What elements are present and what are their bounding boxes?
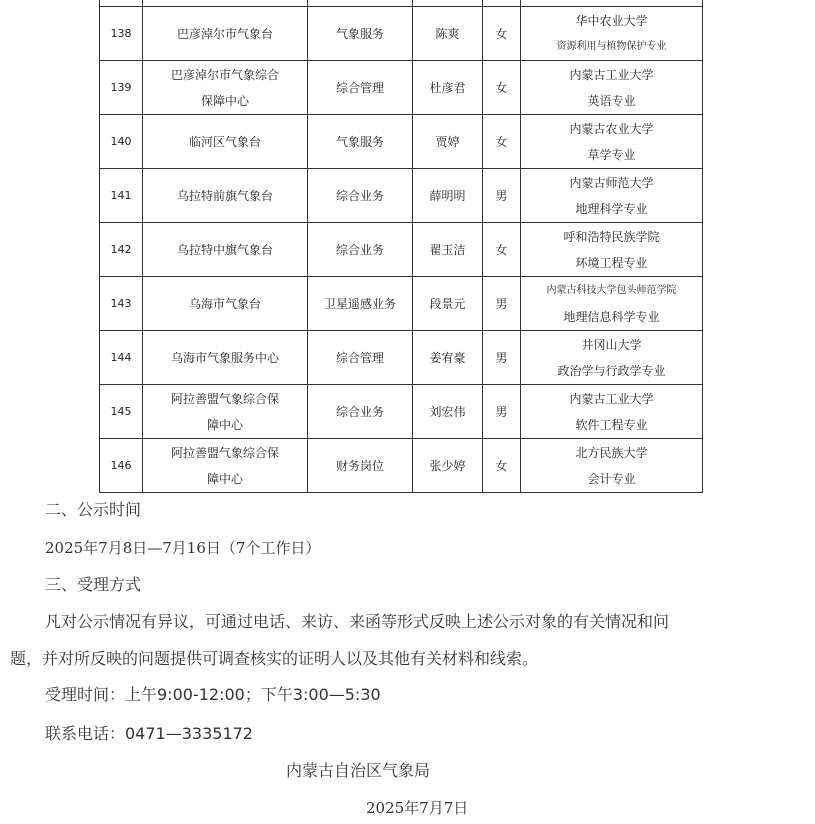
school-major-cell — [521, 7, 703, 61]
serial-number-cell: 146 — [100, 439, 143, 493]
gender-cell: 女 — [483, 115, 521, 169]
major-name: 草学专业 — [587, 147, 636, 162]
position-cell: 气象服务 — [308, 115, 413, 169]
serial-number-cell: 141 — [100, 169, 143, 223]
person-name-cell: 刘宏伟 — [413, 385, 483, 439]
serial-number-cell: 140 — [100, 115, 143, 169]
position-cell: 综合管理 — [308, 331, 413, 385]
major-name: 环境工程专业 — [575, 255, 648, 270]
unit-name-line: 乌海市气象服务中心 — [170, 350, 279, 365]
major-name: 会计专业 — [587, 471, 636, 486]
school-name: 井冈山大学 — [581, 337, 642, 352]
objection-paragraph-line-1: 凡对公示情况有异议，可通过电话、来访、来函等形式反映上述公示对象的有关情况和问 — [45, 612, 670, 631]
unit-cell — [143, 331, 308, 385]
section-heading-acceptance-method: 三、受理方式 — [45, 575, 142, 594]
major-name: 软件工程专业 — [575, 417, 648, 432]
unit-name-line: 临河区气象台 — [188, 134, 261, 149]
table-row — [100, 169, 703, 223]
objection-paragraph-line-2: 题，并对所反映的问题提供可调查核实的证明人以及其他有关材料和线索。 — [10, 649, 539, 668]
table-row — [100, 439, 703, 493]
gender-cell: 男 — [483, 277, 521, 331]
school-name: 内蒙古师范大学 — [569, 175, 654, 190]
unit-cell — [143, 7, 308, 61]
position-cell: 综合业务 — [308, 385, 413, 439]
unit-name-line: 障中心 — [206, 471, 243, 486]
position-cell: 综合业务 — [308, 169, 413, 223]
table-row — [100, 277, 703, 331]
gender-cell: 女 — [483, 223, 521, 277]
person-name-cell: 杜彦君 — [413, 61, 483, 115]
school-major-cell — [521, 223, 703, 277]
gender-cell: 男 — [483, 331, 521, 385]
announcement-period-text: 2025年7月8日—7月16日（7个工作日） — [45, 539, 321, 557]
major-name: 资源利用与植物保护专业 — [556, 40, 667, 52]
position-cell: 综合管理 — [308, 61, 413, 115]
table-row — [100, 385, 703, 439]
position-cell: 卫星遥感业务 — [308, 277, 413, 331]
table-row — [100, 61, 703, 115]
table-row — [100, 7, 703, 61]
unit-name-line: 阿拉善盟气象综合保 — [170, 445, 279, 460]
person-name-cell: 陈爽 — [413, 7, 483, 61]
unit-name-line: 乌海市气象台 — [188, 296, 261, 311]
person-name-cell: 段景元 — [413, 277, 483, 331]
school-name: 内蒙古科技大学包头师范学院 — [546, 284, 677, 296]
gender-cell: 男 — [483, 169, 521, 223]
school-major-cell — [521, 61, 703, 115]
roster-table — [99, 0, 703, 493]
serial-number-cell: 145 — [100, 385, 143, 439]
school-name: 内蒙古工业大学 — [569, 67, 654, 82]
school-major-cell — [521, 439, 703, 493]
person-name-cell: 薛明明 — [413, 169, 483, 223]
position-cell: 综合业务 — [308, 223, 413, 277]
contact-phone: 联系电话：0471—3335172 — [45, 724, 253, 743]
unit-name-line: 障中心 — [206, 417, 243, 432]
gender-cell: 女 — [483, 439, 521, 493]
serial-number-cell: 143 — [100, 277, 143, 331]
person-name-cell: 翟玉洁 — [413, 223, 483, 277]
roster-table-body — [100, 0, 703, 493]
unit-cell — [143, 439, 308, 493]
school-major-cell — [521, 115, 703, 169]
school-name: 内蒙古农业大学 — [569, 121, 654, 136]
school-major-cell — [521, 169, 703, 223]
gender-cell: 男 — [483, 385, 521, 439]
unit-name-line: 阿拉善盟气象综合保 — [170, 391, 279, 406]
unit-cell — [143, 61, 308, 115]
person-name-cell: 贾婷 — [413, 115, 483, 169]
school-major-cell — [521, 331, 703, 385]
section-heading-announcement-period: 二、公示时间 — [45, 500, 142, 519]
position-cell: 财务岗位 — [308, 439, 413, 493]
major-name: 地理信息科学专业 — [563, 309, 660, 324]
issue-date: 2025年7月7日 — [366, 799, 469, 817]
serial-number-cell: 142 — [100, 223, 143, 277]
unit-name-line: 乌拉特前旗气象台 — [176, 188, 273, 203]
table-row — [100, 331, 703, 385]
table-row — [100, 223, 703, 277]
major-name: 英语专业 — [587, 93, 636, 108]
unit-name-line: 乌拉特中旗气象台 — [176, 242, 273, 257]
school-name: 内蒙古工业大学 — [569, 391, 654, 406]
unit-cell — [143, 115, 308, 169]
major-name: 政治学与行政学专业 — [557, 363, 666, 378]
gender-cell: 女 — [483, 61, 521, 115]
unit-cell — [143, 385, 308, 439]
unit-cell — [143, 169, 308, 223]
school-name: 华中农业大学 — [575, 13, 648, 28]
table-row — [100, 115, 703, 169]
unit-cell — [143, 277, 308, 331]
school-name: 呼和浩特民族学院 — [563, 229, 660, 244]
unit-name-line: 巴彦淖尔市气象综合 — [170, 67, 279, 82]
school-major-cell — [521, 385, 703, 439]
serial-number-cell: 138 — [100, 7, 143, 61]
acceptance-hours: 受理时间：上午9:00-12:00；下午3:00—5:30 — [45, 685, 381, 704]
unit-name-line: 保障中心 — [200, 93, 249, 108]
position-cell: 气象服务 — [308, 7, 413, 61]
person-name-cell: 张少婷 — [413, 439, 483, 493]
person-name-cell: 姜宥豪 — [413, 331, 483, 385]
school-major-cell — [521, 277, 703, 331]
major-name: 地理科学专业 — [575, 201, 648, 216]
issuing-organization: 内蒙古自治区气象局 — [286, 761, 431, 780]
unit-cell — [143, 223, 308, 277]
school-name: 北方民族大学 — [575, 445, 648, 460]
gender-cell: 女 — [483, 7, 521, 61]
serial-number-cell: 144 — [100, 331, 143, 385]
unit-name-line: 巴彦淖尔市气象台 — [176, 26, 273, 41]
serial-number-cell: 139 — [100, 61, 143, 115]
